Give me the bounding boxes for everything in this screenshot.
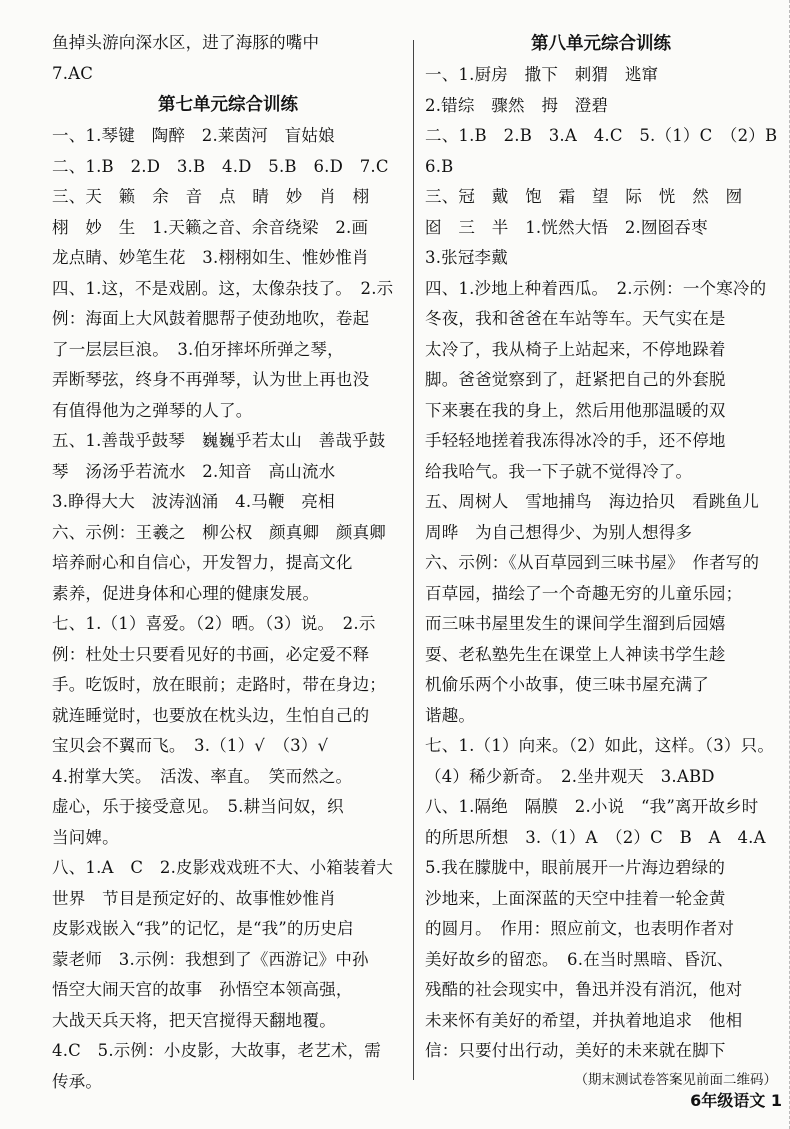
answer-line: 鱼掉头游向深水区，进了海豚的嘴中 (52, 33, 320, 52)
answer-line: 4.C 5.示例：小皮影，大故事，老艺术，需 (52, 1041, 382, 1060)
answer-line: 悟空大闹天宫的故事 孙悟空本领高强， (52, 980, 353, 999)
answer-line: 残酷的社会现实中，鲁迅并没有消沉，他对 (425, 980, 743, 999)
answer-line: 7.AC (52, 63, 94, 83)
answer-line: 四、1.沙地上种着西瓜。 2.示例：一个寒冷的 (425, 278, 767, 298)
final-exam-note: （期末测试卷答案见前面二维码） (574, 1071, 777, 1088)
answer-line: 三、天 籁 余 音 点 睛 妙 肖 栩 (52, 187, 370, 206)
answer-line: 手。吃饭时，放在眼前；走路时，带在身边； (52, 675, 386, 694)
answer-line: 太冷了，我从椅子上站起来，不停地跺着 (425, 339, 726, 359)
answer-line: 弄断琴弦，终身不再弹琴，认为世上再也没 (52, 370, 370, 389)
answer-line: 八、1.A C 2.皮影戏戏班不大、小箱装着大 (52, 858, 394, 877)
answer-line: 百草园，描绘了一个奇趣无穷的儿童乐园； (425, 583, 743, 603)
answer-line: 皮影戏嵌入“我”的记忆，是“我”的历史启 (52, 919, 354, 938)
answer-line: 栩 妙 生 1.天籁之音、余音绕梁 2.画 (52, 217, 369, 237)
answer-line: 3.张冠李戴 (425, 248, 508, 267)
left-column (52, 28, 404, 1097)
answer-line: 七、1.（1）向来。（2）如此，这样。（3）只。 (425, 736, 775, 755)
answer-line: 培养耐心和自信心，开发智力，提高文化 (52, 553, 353, 572)
answer-line: 沙地来，上面深蓝的天空中挂着一轮金黄 (425, 888, 726, 908)
answer-line: 脚。爸爸觉察到了，赶紧把自己的外套脱 (425, 370, 726, 389)
answer-line: 三、冠 戴 饱 霜 望 际 恍 然 囫 (425, 187, 743, 206)
answer-line: 的圆月。 作用：照应前文，也表明作者对 (425, 919, 735, 938)
answer-line: 未来怀有美好的希望，并执着地追求 他相 (425, 1010, 743, 1030)
answer-line: 就连睡觉时，也要放在枕头边，生怕自己的 (52, 705, 370, 725)
answer-line: 美好故乡的留恋。 6.在当时黑暗、昏沉、 (425, 949, 734, 969)
answer-line: 耍、老私塾先生在课堂上人神读书学生趁 (425, 644, 726, 664)
answer-line: 而三味书屋里发生的课间学生溜到后园嬉 (425, 614, 726, 633)
answer-line: 蒙老师 3.示例：我想到了《西游记》中孙 (52, 949, 369, 969)
answer-line: 二、1.B 2.B 3.A 4.C 5.（1）C （2）B (425, 126, 777, 145)
answer-line: 五、1.善哉乎鼓琴 巍巍乎若太山 善哉乎鼓 (52, 431, 386, 450)
answer-line: 下来裹在我的身上，然后用他那温暖的双 (425, 400, 726, 420)
answer-line: 四、1.这，不是戏剧。这，太像杂技了。 2.示 (52, 278, 394, 298)
column-divider (413, 40, 414, 1080)
answer-line: 大战天兵天将，把天宫搅得天翻地覆。 (52, 1010, 336, 1030)
answer-line: 信：只要付出行动，美好的未来就在脚下 (425, 1041, 726, 1060)
answer-line: 给我哈气。我一下子就不觉得冷了。 (425, 461, 693, 481)
answer-line: 的所思所想 3.（1）A （2）C B A 4.A (425, 827, 766, 847)
answer-line: 手轻轻地搓着我冻得冰冷的手，还不停地 (425, 431, 726, 450)
answer-line: 例：海面上大风鼓着腮帮子使劲地吹，卷起 (52, 309, 370, 328)
answer-line: 宝贝会不翼而飞。 3.（1）√ （3）√ (52, 736, 329, 755)
answer-line: 冬夜，我和爸爸在车站等车。天气实在是 (425, 309, 726, 328)
answer-line: 琴 汤汤乎若流水 2.知音 高山流水 (52, 461, 336, 481)
answer-line: 3.睁得大大 波涛汹涌 4.马鞭 亮相 (52, 492, 335, 511)
answer-line: 机偷乐两个小故事，使三味书屋充满了 (425, 675, 709, 694)
answer-line: 七、1.（1）喜爱。（2）晒。（3）说。 2.示 (52, 614, 376, 633)
answer-line: 五、周树人 雪地捕鸟 海边拾贝 看跳鱼儿 (425, 492, 759, 511)
section-title: 第七单元综合训练 (158, 95, 298, 115)
answer-line: 谐趣。 (425, 705, 476, 725)
answer-line: 2.错综 骤然 拇 澄碧 (425, 95, 609, 115)
answer-line: 世界 节目是预定好的、故事惟妙惟肖 (52, 888, 336, 908)
answer-line: 六、示例：《从百草园到三味书屋》 作者写的 (425, 553, 760, 572)
grade-subject-label: 6年级语文 (690, 1091, 766, 1110)
answer-line: 传承。 (52, 1071, 103, 1091)
answer-line: 6.B (425, 156, 454, 176)
answer-line: 例：杜处士只要看见好的书画，必定爱不释 (52, 644, 370, 664)
answer-line: 一、1.琴键 陶醉 2.莱茵河 盲姑娘 (52, 126, 335, 145)
answer-line: 素养，促进身体和心理的健康发展。 (52, 583, 320, 603)
page-number: 1 (770, 1091, 782, 1110)
answer-line: （4）稀少新奇。 2.坐井观天 3.ABD (425, 766, 715, 786)
answer-line: 一、1.厨房 撒下 刺猬 逃窜 (425, 65, 659, 84)
right-column (425, 28, 777, 1093)
answer-line: 六、示例：王羲之 柳公权 颜真卿 颜真卿 (52, 522, 386, 542)
answer-line: 龙点睛、妙笔生花 3.栩栩如生、惟妙惟肖 (52, 248, 369, 267)
answer-line: 了一层层巨浪。 3.伯牙摔坏所弹之琴， (52, 339, 344, 359)
answer-line: 二、1.B 2.D 3.B 4.D 5.B 6.D 7.C (52, 156, 389, 176)
answer-line: 4.拊掌大笑。 活泼、率直。 笑而然之。 (52, 766, 353, 786)
answer-line: 八、1.隔绝 隔膜 2.小说 “我”离开故乡时 (425, 797, 759, 816)
answer-line: 虚心，乐于接受意见。 5.耕当问奴，织 (52, 797, 344, 816)
answer-line: 周晔 为自己想得少、为别人想得多 (425, 522, 693, 542)
page-footer (690, 1088, 782, 1111)
answer-line: 有值得他为之弹琴的人了。 (52, 400, 253, 420)
answer-line: 5.我在朦胧中，眼前展开一片海边碧绿的 (425, 858, 726, 877)
answer-line: 当问婢。 (52, 827, 119, 847)
section-title: 第八单元综合训练 (531, 34, 671, 54)
answer-line: 囵 三 半 1.恍然大悟 2.囫囵吞枣 (425, 217, 708, 237)
